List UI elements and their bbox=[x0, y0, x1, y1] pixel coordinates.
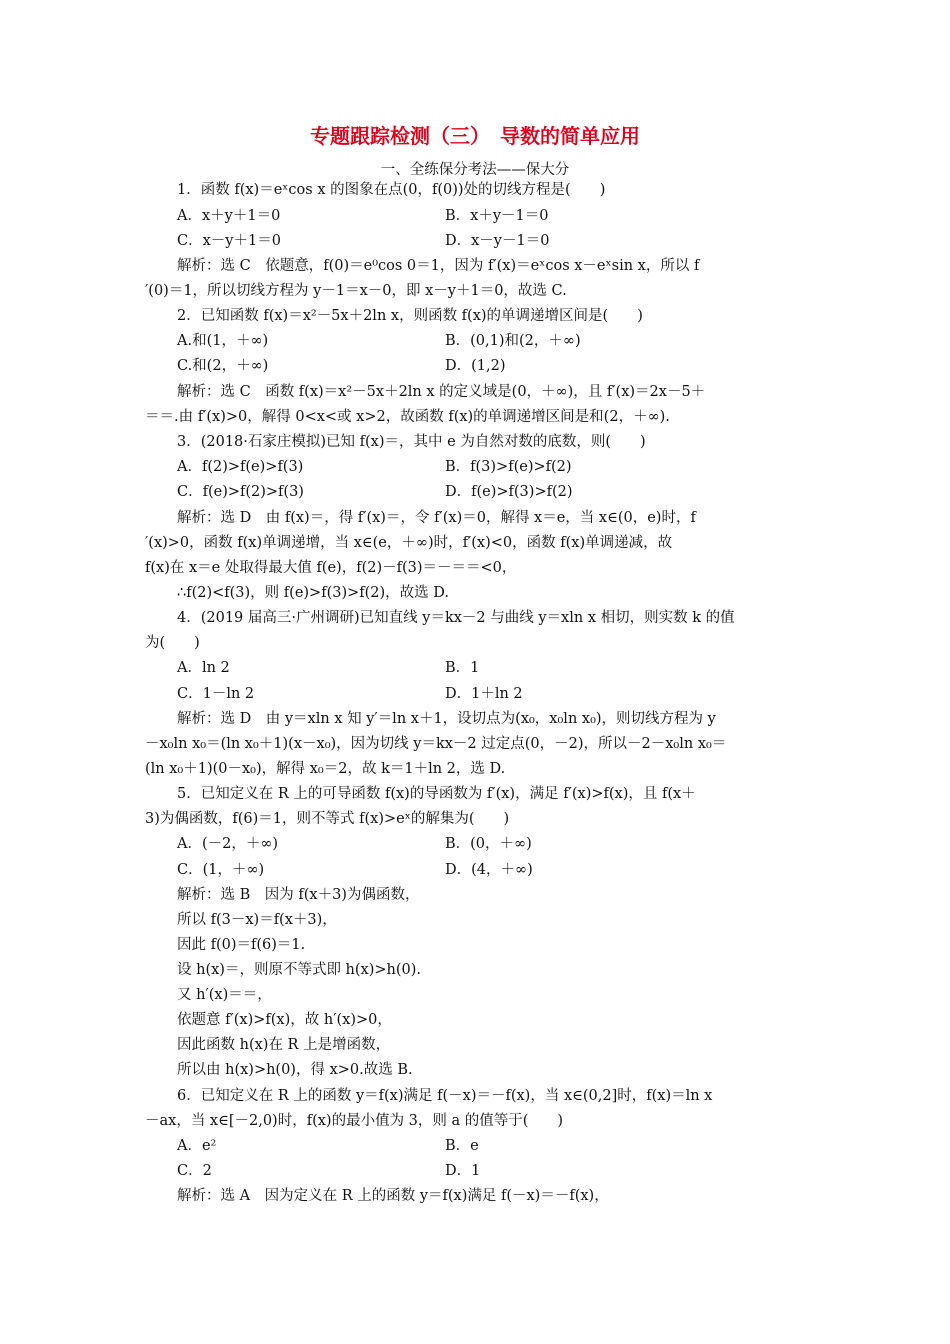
question-5-solution-line: 又 h′(x)＝＝， bbox=[177, 987, 272, 1003]
question-3-solution-line: f(x)在 x＝e 处取得最大值 f(e)，f(2)－f(3)＝－＝＝<0， bbox=[145, 560, 517, 576]
question-2-option-a: A.和(1，＋∞) bbox=[177, 333, 269, 349]
question-6-option-a: A．e² bbox=[177, 1138, 217, 1154]
question-5-solution-line: 所以 f(3－x)＝f(x＋3)， bbox=[177, 912, 337, 928]
question-3-option-c: C．f(e)>f(2)>f(3) bbox=[177, 484, 304, 500]
question-2-solution-line: 解析：选 C 函数 f(x)＝x²－5x＋2ln x 的定义域是(0，＋∞)，且 f′(x)＝2x－5＋ bbox=[177, 384, 706, 400]
question-2-option-b: B．(0,1)和(2，＋∞) bbox=[445, 333, 581, 349]
question-4-option-c: C．1－ln 2 bbox=[177, 686, 255, 702]
question-1-stem: 1．函数 f(x)＝eˣcos x 的图象在点(0，f(0))处的切线方程是( ) bbox=[177, 182, 606, 198]
question-1-solution-line: ′(0)＝1，所以切线方程为 y－1＝x－0，即 x－y＋1＝0，故选 C. bbox=[145, 283, 567, 299]
question-2-option-d: D．(1,2) bbox=[445, 358, 506, 374]
section-heading: 一、全练保分考法——保大分 bbox=[380, 162, 570, 178]
question-6-solution-line: 解析：选 A 因为定义在 R 上的函数 y＝f(x)满足 f(－x)＝－f(x)， bbox=[177, 1188, 609, 1204]
question-4-solution-line: 解析：选 D 由 y＝xln x 知 y′＝ln x＋1，设切点为(x₀，x₀ln x₀)，则切线方程为 y bbox=[177, 711, 716, 727]
question-5-option-b: B．(0，＋∞) bbox=[445, 836, 532, 852]
question-2-stem: 2．已知函数 f(x)＝x²－5x＋2ln x，则函数 f(x)的单调递增区间是( ) bbox=[177, 308, 643, 324]
question-1-option-d: D．x－y－1＝0 bbox=[445, 233, 550, 249]
question-4-option-b: B．1 bbox=[445, 660, 480, 676]
question-1-option-c: C．x－y＋1＝0 bbox=[177, 233, 281, 249]
question-4-stem: 为( ) bbox=[145, 635, 200, 651]
question-3-solution-line: ′(x)>0，函数 f(x)单调递增，当 x∈(e，＋∞)时，f′(x)<0，函数 f(x)单调递减，故 bbox=[145, 535, 673, 551]
question-5-solution-line: 解析：选 B 因为 f(x＋3)为偶函数， bbox=[177, 887, 420, 903]
question-5-option-a: A．(－2，＋∞) bbox=[177, 836, 279, 852]
question-2-option-c: C.和(2，＋∞) bbox=[177, 358, 269, 374]
question-4-stem: 4．(2019 届高三·广州调研)已知直线 y＝kx－2 与曲线 y＝xln x 相切，则实数 k 的值 bbox=[177, 610, 735, 626]
question-3-stem: 3．(2018·石家庄模拟)已知 f(x)＝，其中 e 为自然对数的底数，则( ) bbox=[177, 434, 646, 450]
question-4-option-d: D．1＋ln 2 bbox=[445, 686, 523, 702]
question-1-option-b: B．x＋y－1＝0 bbox=[445, 208, 549, 224]
question-3-option-d: D．f(e)>f(3)>f(2) bbox=[445, 484, 573, 500]
question-6-option-b: B．e bbox=[445, 1138, 479, 1154]
question-5-solution-line: 依题意 f′(x)>f(x)，故 h′(x)>0， bbox=[177, 1012, 392, 1028]
question-4-solution-line: －x₀ln x₀＝(ln x₀＋1)(x－x₀)，因为切线 y＝kx－2 过定点(0，－2)，所以－2－x₀ln x₀＝ bbox=[145, 736, 727, 752]
question-1-solution-line: 解析：选 C 依题意，f(0)＝e⁰cos 0＝1，因为 f′(x)＝eˣcos x－eˣsin x，所以 f bbox=[177, 258, 700, 274]
question-2-solution-line: ＝＝.由 f′(x)>0，解得 0<x<或 x>2，故函数 f(x)的单调递增区间是和(2，＋∞). bbox=[145, 409, 670, 425]
question-5-stem: 5．已知定义在 R 上的可导函数 f(x)的导函数为 f′(x)，满足 f′(x)>f(x)，且 f(x＋ bbox=[177, 786, 696, 802]
question-3-option-b: B．f(3)>f(e)>f(2) bbox=[445, 459, 572, 475]
question-4-solution-line: (ln x₀＋1)(0－x₀)，解得 x₀＝2，故 k＝1＋ln 2，选 D. bbox=[145, 761, 506, 777]
question-5-solution-line: 因此函数 h(x)在 R 上是增函数， bbox=[177, 1037, 391, 1053]
question-5-solution-line: 所以由 h(x)>h(0)，得 x>0.故选 B. bbox=[177, 1062, 413, 1078]
question-5-solution-line: 设 h(x)＝，则原不等式即 h(x)>h(0). bbox=[177, 962, 422, 978]
question-6-option-c: C．2 bbox=[177, 1163, 212, 1179]
question-5-stem: 3)为偶函数，f(6)＝1，则不等式 f(x)>eˣ的解集为( ) bbox=[145, 811, 510, 827]
question-5-solution-line: 因此 f(0)＝f(6)＝1. bbox=[177, 937, 306, 953]
question-6-option-d: D．1 bbox=[445, 1163, 481, 1179]
document-title: 专题跟踪检测（三） 导数的简单应用 bbox=[310, 124, 640, 148]
question-5-option-c: C．(1，＋∞) bbox=[177, 862, 265, 878]
question-6-stem: 6．已知定义在 R 上的函数 y＝f(x)满足 f(－x)＝－f(x)，当 x∈(0,2]时，f(x)＝ln x bbox=[177, 1088, 713, 1104]
question-5-option-d: D．(4，＋∞) bbox=[445, 862, 533, 878]
question-6-stem: －ax，当 x∈[－2,0)时，f(x)的最小值为 3，则 a 的值等于( ) bbox=[145, 1113, 564, 1129]
question-3-solution-line: ∴f(2)<f(3)，则 f(e)>f(3)>f(2)，故选 D. bbox=[177, 585, 449, 601]
question-4-option-a: A．ln 2 bbox=[177, 660, 230, 676]
question-3-option-a: A．f(2)>f(e)>f(3) bbox=[177, 459, 304, 475]
question-3-solution-line: 解析：选 D 由 f(x)＝，得 f′(x)＝，令 f′(x)＝0，解得 x＝e，当 x∈(0，e)时，f bbox=[177, 510, 696, 526]
question-1-option-a: A．x＋y＋1＝0 bbox=[177, 208, 281, 224]
